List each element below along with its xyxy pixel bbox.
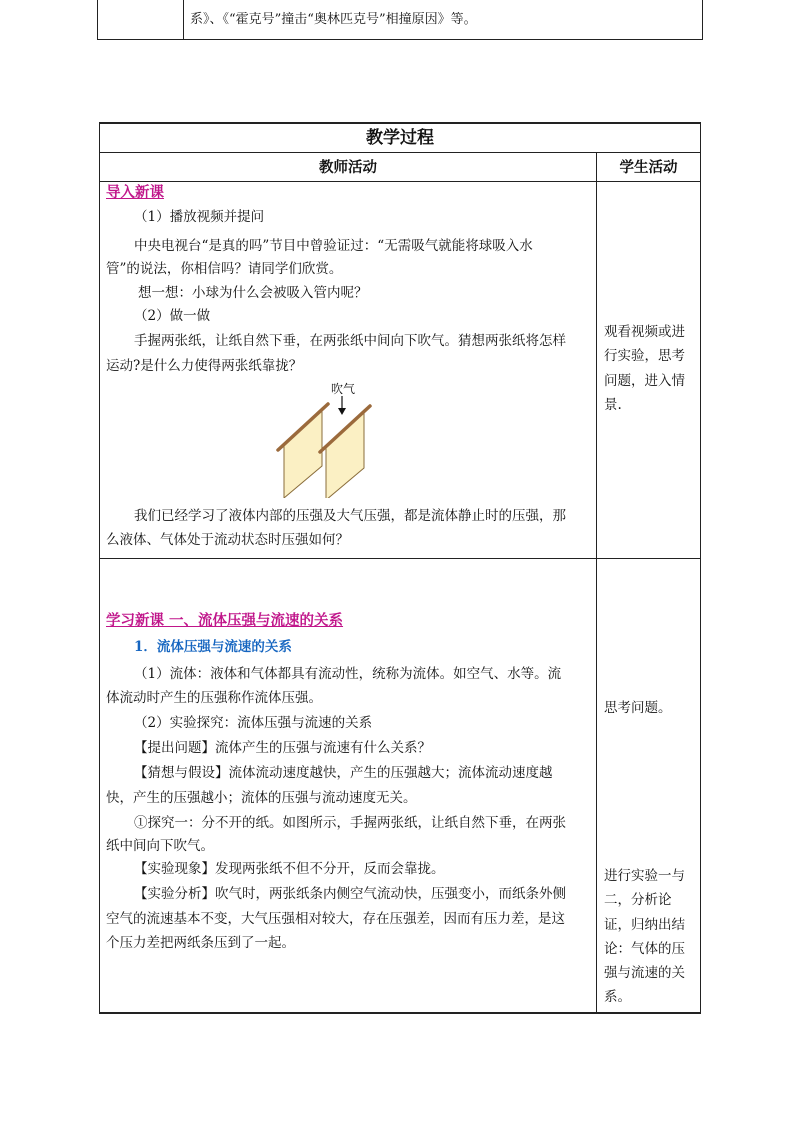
lesson-line: 【实验分析】吹气时，两张纸条内侧空气流动快，压强变小，而纸条外侧	[134, 886, 566, 902]
paper-sheet-right	[326, 410, 364, 498]
teacher-activity-header: 教师活动	[319, 160, 377, 176]
intro-line: 管”的说法，你相信吗？请同学们欣赏。	[106, 261, 343, 277]
student-activity-line: 系。	[604, 989, 631, 1005]
student-activity-line: 强与流速的关	[604, 965, 685, 981]
student-activity-header: 学生活动	[619, 160, 678, 176]
lesson-line: 【猜想与假设】流体流动速度越快，产生的压强越大；流体流动速度越	[134, 765, 553, 781]
subsection-heading: 1．流体压强与流速的关系	[134, 639, 292, 655]
student-activity-line: 行实验，思考	[604, 348, 685, 364]
intro-line: （2）做一做	[134, 308, 211, 324]
table-title: 教学过程	[366, 128, 434, 148]
intro-line: 想一想：小球为什么会被吸入管内呢？	[138, 285, 368, 301]
figure-label: 吹气	[331, 382, 356, 396]
lesson-line: 【提出问题】流体产生的压强与流速有什么关系？	[134, 740, 431, 756]
intro-line: （1）播放视频并提问	[134, 209, 265, 225]
lesson-line: 个压力差把两纸条压到了一起。	[106, 935, 295, 951]
lesson-line: （2）实验探究：流体压强与流速的关系	[134, 715, 373, 731]
student-activity-line: 进行实验一与	[604, 868, 685, 884]
student-think-question: 思考问题。	[604, 700, 672, 716]
student-activity-line: 景.	[604, 397, 622, 413]
top-table-text: 系》、《“霍克号”撞击“奥林匹克号”相撞原因》等。	[190, 12, 477, 27]
lesson-line: （1）流体：液体和气体都具有流动性，统称为流体。如空气、水等。流	[134, 666, 562, 682]
lesson-line: 纸中间向下吹气。	[106, 838, 214, 854]
student-activity-line: 证，归纳出结	[604, 917, 685, 933]
section-heading-new-lesson: 学习新课 一、流体压强与流速的关系	[106, 612, 344, 629]
paper-sheet-left	[284, 408, 322, 498]
intro-after-line: 么液体、气体处于流动状态时压强如何？	[106, 532, 349, 548]
lesson-line: 【实验现象】发现两张纸不但不分开，反而会靠拢。	[134, 861, 445, 877]
lesson-line: 快，产生的压强越小；流体的压强与流动速度无关。	[106, 790, 417, 806]
student-activity-line: 观看视频或进	[604, 324, 685, 340]
intro-line: 手握两张纸，让纸自然下垂，在两张纸中间向下吹气。猜想两张纸将怎样	[134, 333, 566, 349]
lesson-line: ①探究一：分不开的纸。如图所示，手握两张纸，让纸自然下垂，在两张	[134, 815, 566, 831]
lesson-line: 体流动时产生的压强称作流体压强。	[106, 690, 322, 706]
blow-arrow-head	[338, 408, 346, 415]
lesson-line: 空气的流速基本不变，大气压强相对较大，存在压强差，因而有压力差，是这	[106, 911, 565, 927]
intro-line: 中央电视台“是真的吗”节目中曾验证过：“无需吸气就能将球吸入水	[134, 238, 533, 254]
paper-figure-svg	[272, 378, 382, 498]
section-heading-intro: 导入新课	[106, 184, 164, 201]
paper-figure	[272, 378, 382, 498]
intro-after-line: 我们已经学习了液体内部的压强及大气压强，都是流体静止时的压强，那	[134, 508, 566, 524]
student-activity-line: 二，分析论	[604, 892, 672, 908]
student-activity-line: 问题，进入情	[604, 373, 685, 389]
intro-line: 运动?是什么力使得两张纸靠拢？	[106, 358, 303, 374]
student-activity-line: 论：气体的压	[604, 941, 685, 957]
